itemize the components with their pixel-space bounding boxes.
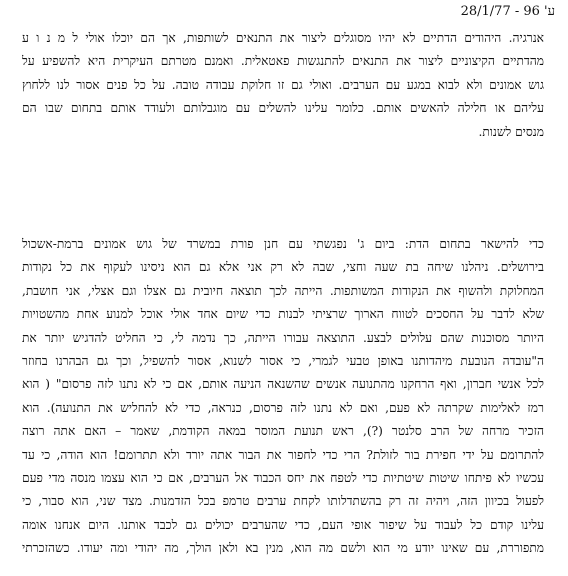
text-line: ה"עובדה הנובעת מיהדותנו באופן טבעי לגמרי, כי אסור לשנוא, אסור להשפיל, וכך גם הבהרנו בחוזר xyxy=(22,354,544,369)
text-line: המחלוקת ולהשוף את הנקודות המשותפות. הייתה לכך תוצאה חיובית גם אצלו וגם אצלי, אני חושבת, xyxy=(22,283,544,298)
text-line: היותר מסוכנות שהם עלולים לבצע. התוצאה עבורו הייתה, כך נדמה לי, כי החליט להדגיש יותר את xyxy=(22,330,544,345)
text-line: מהדתיים הקיצוניים ליצור את התנאים להתנגשות פאטאלית. ואמנם מטרתם העיקרית היא להשפיע על xyxy=(22,54,544,69)
date-page-number: 28/1/77 - ע' 96 xyxy=(460,4,555,19)
text-line: רמז לאלימות שקרתה לא פעם, ואם לא נתנו לזה פרסום, כנראה, כדי לא להחליש את התנועה). הוא xyxy=(22,400,544,415)
text-line: כדי להישאר בתחום הדת: ביום ג' נפגשתי עם חנן פורת במשרד של גוש אמונים ברמת-אשכול xyxy=(22,237,544,251)
text-line: בירושלים. ניהלנו שיחה בת שעה וחצי, שבה לא רק אני אלא גם הוא ניסינו לעקוף את כל נקודות xyxy=(22,260,544,275)
text-line: מתפוררת, עם שאינו יודע מי הוא ולשם מה הוא, מנין בא ולאן הולך, מה יהודי ומה יעודו. כשהזכרתי xyxy=(22,541,544,556)
page-header xyxy=(395,3,555,19)
text-line: עכשיו לא פיתחו שיטות שיטתיות כדי לטפח את יחס הכבוד אל הערבים, אם כי הוא עצמו מנסה מדי פעם xyxy=(22,471,544,486)
text-line: לפעול בכיוון הזה, ויהיה זה רק בהשתדלותו לקחת ערבים טרמפ בכל הזדמנות. מצד שני, הוא סבור, כי xyxy=(22,494,544,509)
text-line: שלא לדבר על החסכים לטווח הארוך שרציתי לבנות כדי שיום אחד אולי אוכל למנוע אחת מהשטויות xyxy=(22,307,544,322)
text-line: הזכיר מרחה של הרב סלנטר (?), ראש תנועת המוסר במאה הקודמת, שאמר – האם אתה רוצה xyxy=(22,424,544,439)
text-line: גוש אמונים ולא לבוא במגע עם הערבים. ואולי גם זו חלוקת עבודה טובה. על כל פנים אסור לנו ללחוץ xyxy=(22,77,544,92)
paragraph-2 xyxy=(22,233,544,561)
text-line: לכל אנשי חברון, ואף הרחקנו מהתנועה אנשים שהשנאה הניעה אותם, אם כי לא נתנו לזה פרסום" ( הוא xyxy=(22,377,544,392)
text-line: אנרגיה. היהודים הדתיים לא יהיו מסוגלים ליצור את התנאים לשותפות, אך הם יוכלו אולי ל מ נ ו ע xyxy=(22,31,544,45)
text-line: עליהם או חלילה להאשים אותם. כלומר עלינו להשלים עם מוגבלותם ולעודד אותם בתחום שבו הם xyxy=(22,101,544,116)
text-line: מנסים לשנות. xyxy=(478,124,544,139)
text-line: עלינו קודם כל לעבוד על שיפור אופי העם, כדי שהערבים יכולים גם לכבד אותנו. היום אנחנו אומה xyxy=(22,517,544,532)
paragraph-1 xyxy=(22,27,544,144)
text-line: להתרומם על ידי חפירת בור לזולת? הרי כדי לחפור את הבור אתה יורד ולא תתרומם! הוא הודה, כי עד xyxy=(22,447,544,462)
